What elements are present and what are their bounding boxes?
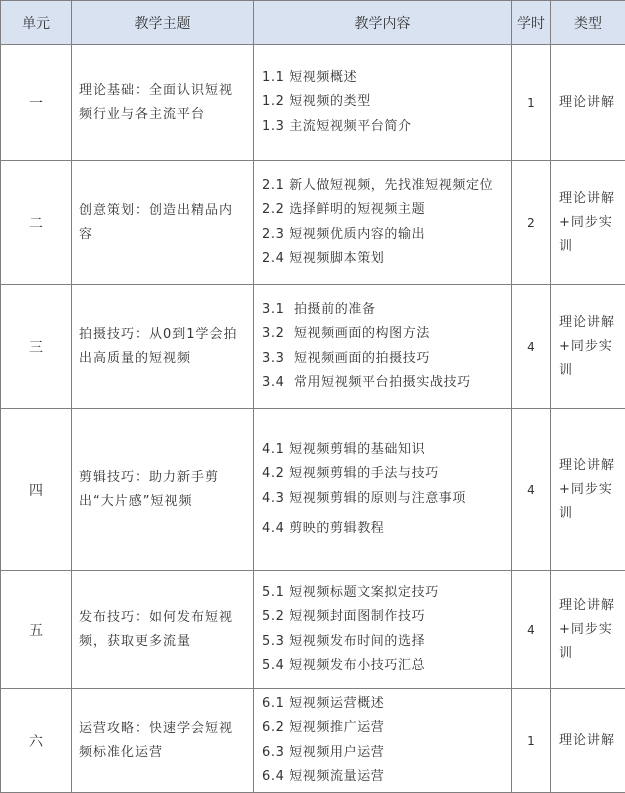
header-content: 教学内容: [254, 1, 512, 45]
type-cell: 理论讲解: [551, 689, 625, 793]
unit-cell: 二: [1, 161, 72, 285]
topic-cell: 拍摄技巧：从0到1学会拍出高质量的短视频: [72, 285, 254, 409]
content-item: 6.1 短视频运营概述: [262, 695, 385, 711]
content-item: 6.2 短视频推广运营: [262, 720, 385, 735]
content-item: 4.1 短视频剪辑的基础知识: [262, 441, 426, 457]
unit-cell: 四: [1, 409, 72, 571]
content-item: 1.2 短视频的类型: [262, 94, 371, 110]
content-item: 2.4 短视频脚本策划: [262, 251, 385, 266]
content-item: 3.2 短视频画面的构图方法: [262, 326, 430, 341]
content-cell: [254, 409, 512, 571]
content-item: 5.2 短视频封面图制作技巧: [262, 609, 426, 624]
type-cell: 理论讲解+同步实训: [551, 571, 625, 689]
hours-cell: 1: [512, 45, 551, 161]
header-hours: 学时: [512, 1, 551, 45]
type-cell: 理论讲解+同步实训: [551, 409, 625, 571]
unit-cell: 一: [1, 45, 72, 161]
unit-cell: 六: [1, 689, 72, 793]
content-item: 5.3 短视频发布时间的选择: [262, 633, 426, 649]
hours-cell: 4: [512, 285, 551, 409]
unit-cell: 三: [1, 285, 72, 409]
type-cell: 理论讲解: [551, 45, 625, 161]
topic-cell: 创意策划：创造出精品内容: [72, 161, 254, 285]
content-cell: [254, 689, 512, 793]
content-cell: [254, 45, 512, 161]
topic-cell: 剪辑技巧：助力新手剪出“大片感”短视频: [72, 409, 254, 571]
type-cell: 理论讲解+同步实训: [551, 161, 625, 285]
hours-cell: 4: [512, 409, 551, 571]
topic-cell: 运营攻略：快速学会短视频标准化运营: [72, 689, 254, 793]
table-row: [1, 689, 625, 793]
table-row: [1, 409, 625, 571]
content-item: 2.1 新人做短视频，先找准短视频定位: [262, 177, 494, 193]
hours-cell: 1: [512, 689, 551, 793]
content-cell: [254, 571, 512, 689]
content-item: 4.2 短视频剪辑的手法与技巧: [262, 466, 439, 481]
content-item: 3.3 短视频画面的拍摄技巧: [262, 350, 430, 366]
content-item: 5.4 短视频发布小技巧汇总: [262, 658, 426, 673]
table-row: [1, 571, 625, 689]
type-cell: 理论讲解+同步实训: [551, 285, 625, 409]
topic-cell: 发布技巧：如何发布短视频，获取更多流量: [72, 571, 254, 689]
content-item: 3.1 拍摄前的准备: [262, 301, 376, 317]
table-row: [1, 285, 625, 409]
topic-cell: 理论基础：全面认识短视频行业与各主流平台: [72, 45, 254, 161]
content-item: 1.3 主流短视频平台简介: [262, 118, 412, 134]
table-row: [1, 45, 625, 161]
content-item: 6.3 短视频用户运营: [262, 744, 385, 760]
header-unit: 单元: [1, 1, 72, 45]
content-item: 2.2 选择鲜明的短视频主题: [262, 202, 426, 217]
content-item: 3.4 常用短视频平台拍摄实战技巧: [262, 375, 471, 390]
content-item: 1.1 短视频概述: [262, 69, 358, 85]
hours-cell: 2: [512, 161, 551, 285]
content-cell: [254, 285, 512, 409]
content-item: 4.4 剪映的剪辑教程: [262, 521, 385, 536]
hours-cell: 4: [512, 571, 551, 689]
content-item: 6.4 短视频流量运营: [262, 769, 385, 784]
table-row: [1, 161, 625, 285]
header-topic: 教学主题: [72, 1, 254, 45]
content-cell: [254, 161, 512, 285]
content-item: 2.3 短视频优质内容的输出: [262, 226, 426, 242]
content-item: 4.3 短视频剪辑的原则与注意事项: [262, 490, 467, 506]
content-item: 5.1 短视频标题文案拟定技巧: [262, 584, 439, 600]
header-type: 类型: [551, 1, 625, 45]
header-row: [1, 1, 625, 45]
unit-cell: 五: [1, 571, 72, 689]
